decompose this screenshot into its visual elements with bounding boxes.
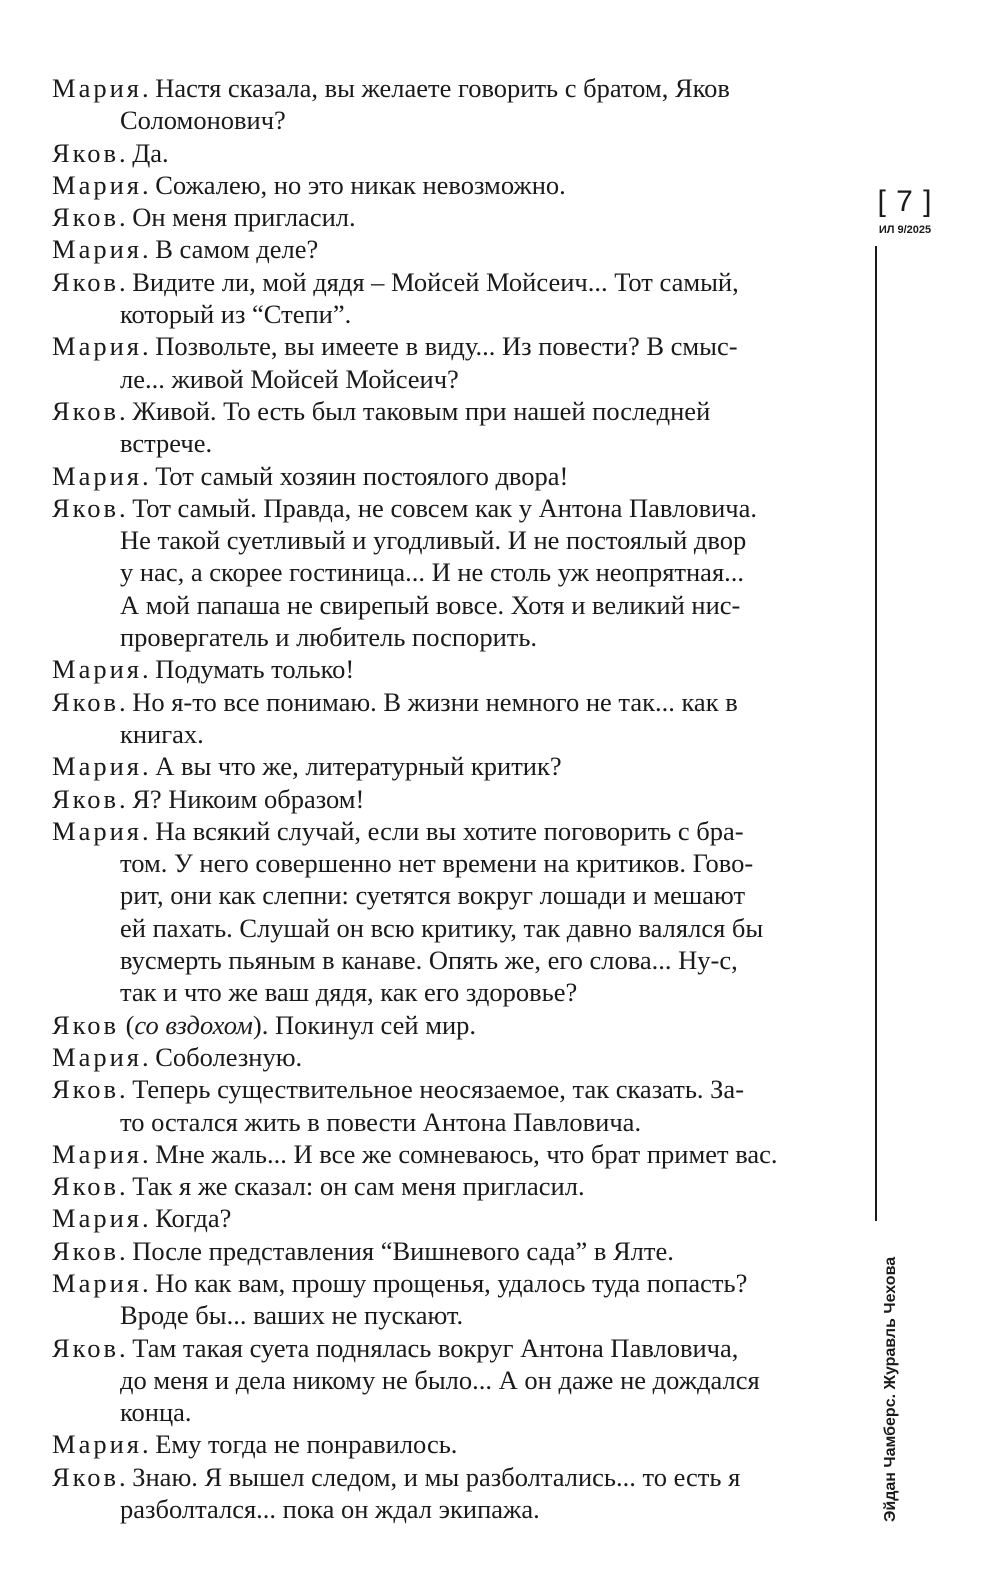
- speaker-name: Яков: [52, 1332, 119, 1363]
- speaker-name: Яков: [52, 202, 119, 233]
- dialogue-line: [52, 1138, 846, 1170]
- line-text: который из “Степи”.: [120, 299, 352, 330]
- speaker-name: Мария: [52, 1138, 142, 1169]
- dialogue-continuation: [52, 524, 846, 556]
- speaker-name: Яков: [52, 1171, 119, 1202]
- speaker-name: Яков: [52, 783, 119, 814]
- line-text: . Сожалею, но это никак невозможно.: [141, 169, 566, 200]
- dialogue-continuation: [52, 976, 846, 1008]
- dialogue-line: [52, 1461, 846, 1493]
- speaker-name: Мария: [52, 169, 142, 200]
- dialogue-line: [52, 169, 846, 201]
- line-text: . Он меня пригласил.: [118, 202, 356, 233]
- dialogue-continuation: [52, 1493, 846, 1525]
- line-text: . Соболезную.: [141, 1041, 303, 1072]
- line-text: провергатель и любитель поспорить.: [120, 622, 538, 653]
- dialogue-line: [52, 460, 846, 492]
- line-text: . На всякий случай, если вы хотите поговорить с бра-: [141, 815, 744, 846]
- dialogue-line: [52, 395, 846, 427]
- play-dialogue: [52, 72, 846, 1525]
- line-text: . Я? Никоим образом!: [118, 783, 365, 814]
- dialogue-line: [52, 1428, 846, 1460]
- dialogue-line: [52, 266, 846, 298]
- line-text: . Там такая суета поднялась вокруг Антона Павловича,: [118, 1332, 739, 1363]
- dialogue-line: [52, 1202, 846, 1234]
- line-text: . Но как вам, прошу прощенья, удалось туда попасть?: [141, 1267, 748, 1298]
- dialogue-continuation: [52, 1364, 846, 1396]
- line-text: . Настя сказала, вы желаете говорить с братом, Яков: [141, 73, 730, 103]
- dialogue-line: [52, 1073, 846, 1105]
- margin-rule: [875, 246, 877, 1221]
- speaker-name: Мария: [52, 1041, 142, 1072]
- line-text: . Знаю. Я вышел следом, и мы разболтались... то есть я: [118, 1461, 741, 1492]
- dialogue-line: [52, 815, 846, 847]
- line-text: . Ему тогда не понравилось.: [141, 1429, 458, 1460]
- speaker-name: Мария: [52, 1267, 142, 1298]
- line-text: до меня и дела никому не было... А он даже не дождался: [120, 1364, 760, 1395]
- dialogue-line: [52, 783, 846, 815]
- dialogue-line: [52, 686, 846, 718]
- line-text: . А вы что же, литературный критик?: [141, 751, 562, 782]
- dialogue-continuation: [52, 1396, 846, 1428]
- dialogue-continuation: [52, 104, 846, 136]
- line-text: встрече.: [120, 428, 213, 459]
- speaker-name: Мария: [52, 751, 142, 782]
- speaker-name: Мария: [52, 460, 142, 491]
- dialogue-line: [52, 1009, 846, 1041]
- dialogue-continuation: [52, 1299, 846, 1331]
- speaker-name: Мария: [52, 331, 142, 362]
- line-text: . Тот самый хозяин постоялого двора!: [141, 460, 569, 491]
- dialogue-line: [52, 1041, 846, 1073]
- line-text: так и что же ваш дядя, как его здоровье?: [120, 977, 578, 1008]
- line-text: у нас, а скорее гостиница... И не столь уж неопрятная...: [120, 557, 745, 588]
- dialogue-line: [52, 1332, 846, 1364]
- speaker-name: Мария: [52, 815, 142, 846]
- line-text: Не такой суетливый и угодливый. И не постоялый двор: [120, 525, 747, 556]
- dialogue-line: [52, 201, 846, 233]
- dialogue-continuation: [52, 589, 846, 621]
- line-text: . Позвольте, вы имеете в виду... Из повести? В смыс-: [141, 331, 738, 362]
- line-text: ле... живой Мойсей Мойсеич?: [120, 363, 459, 394]
- line-text: . Когда?: [141, 1203, 232, 1234]
- issue-label: ИЛ 9/2025: [878, 224, 932, 236]
- line-text: . Живой. То есть был таковым при нашей последней: [118, 395, 711, 426]
- dialogue-line: [52, 233, 846, 265]
- dialogue-line: [52, 72, 846, 104]
- line-text: том. У него совершенно нет времени на критиков. Гово-: [120, 848, 754, 879]
- dialogue-continuation: [52, 427, 846, 459]
- dialogue-line: [52, 1267, 846, 1299]
- line-text: . Так я же сказал: он сам меня пригласил.: [118, 1171, 585, 1202]
- stage-open: (: [118, 1009, 135, 1040]
- dialogue-continuation: [52, 556, 846, 588]
- line-text: конца.: [120, 1397, 192, 1428]
- dialogue-continuation: [52, 847, 846, 879]
- dialogue-continuation: [52, 879, 846, 911]
- speaker-name: Яков: [52, 492, 119, 523]
- speaker-name: Яков: [52, 1009, 119, 1040]
- dialogue-continuation: [52, 621, 846, 653]
- line-text: . Видите ли, мой дядя – Мойсей Мойсеич... Тот самый,: [118, 266, 739, 297]
- speaker-name: Мария: [52, 1429, 142, 1460]
- speaker-name: Яков: [52, 686, 119, 717]
- line-text: А мой папаша не свирепый вовсе. Хотя и великий нис-: [120, 589, 741, 620]
- dialogue-continuation: [52, 298, 846, 330]
- dialogue-line: [52, 330, 846, 362]
- speaker-name: Яков: [52, 1074, 119, 1105]
- dialogue-line: [52, 1235, 846, 1267]
- speaker-name: Яков: [52, 1461, 119, 1492]
- line-text: . Тот самый. Правда, не совсем как у Антона Павловича.: [118, 492, 757, 523]
- page-number: [ 7 ]: [877, 185, 933, 218]
- line-text: разболтался... пока он ждал экипажа.: [120, 1494, 540, 1525]
- line-text: . Подумать только!: [141, 654, 355, 685]
- stage-direction: со вздохом: [134, 1009, 253, 1040]
- dialogue-line: [52, 1170, 846, 1202]
- dialogue-continuation: [52, 944, 846, 976]
- dialogue-continuation: [52, 912, 846, 944]
- line-text: книгах.: [120, 718, 204, 749]
- speaker-name: Яков: [52, 395, 119, 426]
- running-title: Эйдан Чамберс. Журавль Чехова: [882, 1256, 899, 1522]
- speaker-name: Мария: [52, 654, 142, 685]
- speaker-name: Яков: [52, 1235, 119, 1266]
- line-text: . В самом деле?: [141, 234, 319, 265]
- dialogue-line: [52, 653, 846, 685]
- dialogue-line: [52, 492, 846, 524]
- speaker-name: Мария: [52, 1203, 142, 1234]
- line-text: ). Покинул сей мир.: [252, 1009, 477, 1040]
- line-text: . Теперь существительное неосязаемое, так сказать. За-: [118, 1074, 745, 1105]
- dialogue-continuation: [52, 363, 846, 395]
- dialogue-line: [52, 137, 846, 169]
- line-text: то остался жить в повести Антона Павловича.: [120, 1106, 642, 1137]
- line-text: вусмерть пьяным в канаве. Опять же, его слова... Ну-с,: [120, 945, 738, 976]
- line-text: Соломонович?: [120, 105, 286, 136]
- speaker-name: Яков: [52, 137, 119, 168]
- line-text: . Да.: [118, 137, 169, 168]
- line-text: рит, они как слепни: суетятся вокруг лошади и мешают: [120, 880, 746, 911]
- line-text: Вроде бы... ваших не пускают.: [120, 1300, 464, 1331]
- line-text: . Мне жаль... И все же сомневаюсь, что брат примет вас.: [141, 1138, 778, 1169]
- dialogue-continuation: [52, 1106, 846, 1138]
- dialogue-continuation: [52, 718, 846, 750]
- line-text: ей пахать. Слушай он всю критику, так давно валялся бы: [120, 912, 764, 943]
- line-text: . После представления “Вишневого сада” в Ялте.: [118, 1235, 674, 1266]
- speaker-name: Мария: [52, 73, 142, 103]
- speaker-name: Яков: [52, 266, 119, 297]
- speaker-name: Мария: [52, 234, 142, 265]
- line-text: . Но я-то все понимаю. В жизни немного не так... как в: [118, 686, 738, 717]
- dialogue-line: [52, 750, 846, 782]
